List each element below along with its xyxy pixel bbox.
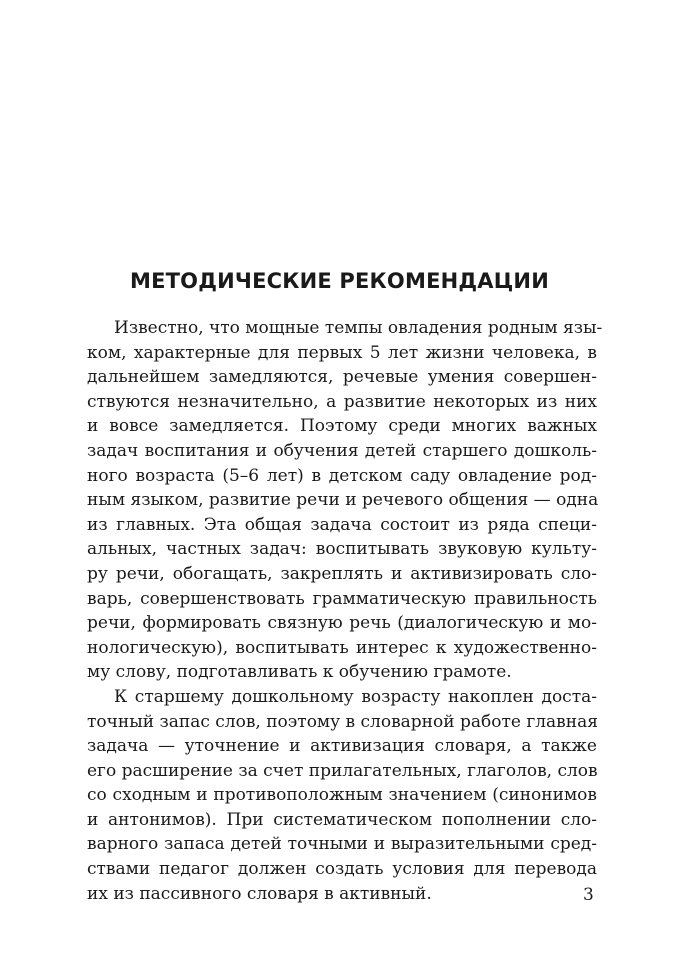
text-line: варь, совершенствовать грамматическую правильность [87,588,597,609]
text-line: дальнейшем замедляются, речевые умения совершен- [87,367,597,388]
text-line: речи, формировать связную речь (диалогическую и мо- [87,613,597,634]
text-line: ствами педагог должен создать условия для перевода [87,859,597,880]
text-line: Известно, что мощные темпы овладения родным язы- [114,318,603,338]
text-line: и вовсе замедляется. Поэтому среди многих важных [87,416,597,437]
text-line: варного запаса детей точными и выразительными сред- [87,834,597,855]
text-line: задач воспитания и обучения детей старшего дошколь- [87,440,597,461]
text-line: альных, частных задач: воспитывать звуковую культу- [87,539,597,560]
text-line: ком, характерные для первых 5 лет жизни человека, в [87,342,597,363]
text-line: ру речи, обогащать, закреплять и активизировать сло- [87,563,597,584]
text-line: и антонимов). При систематическом пополнении сло- [87,809,597,830]
page-number: 3 [583,885,594,905]
text-line: точный запас слов, поэтому в словарной работе главная [87,711,598,732]
text-line: К старшему дошкольному возрасту накоплен доста- [114,686,597,707]
text-line: му слову, подготавливать к обучению грамоте. [87,662,512,683]
text-line: из главных. Эта общая задача состоит из ряда специ- [87,514,597,535]
text-line: ного возраста (5–6 лет) в детском саду овладение род- [87,465,597,486]
text-line: их из пассивного словаря в активный. [87,883,432,904]
text-line: со сходным и противоположным значением (синонимов [87,785,597,806]
text-line: нологическую), воспитывать интерес к художественно- [87,637,597,658]
text-line: его расширение за счет прилагательных, глаголов, слов [87,760,598,781]
body-text [87,316,603,906]
text-line: ствуются незначительно, а развитие некоторых из них [87,391,597,412]
text-line: ным языком, развитие речи и речевого общения — одна [87,490,599,511]
text-line: задача — уточнение и активизация словаря, а также [87,736,597,757]
page-title: МЕТОДИЧЕСКИЕ РЕКОМЕНДАЦИИ [130,269,549,293]
